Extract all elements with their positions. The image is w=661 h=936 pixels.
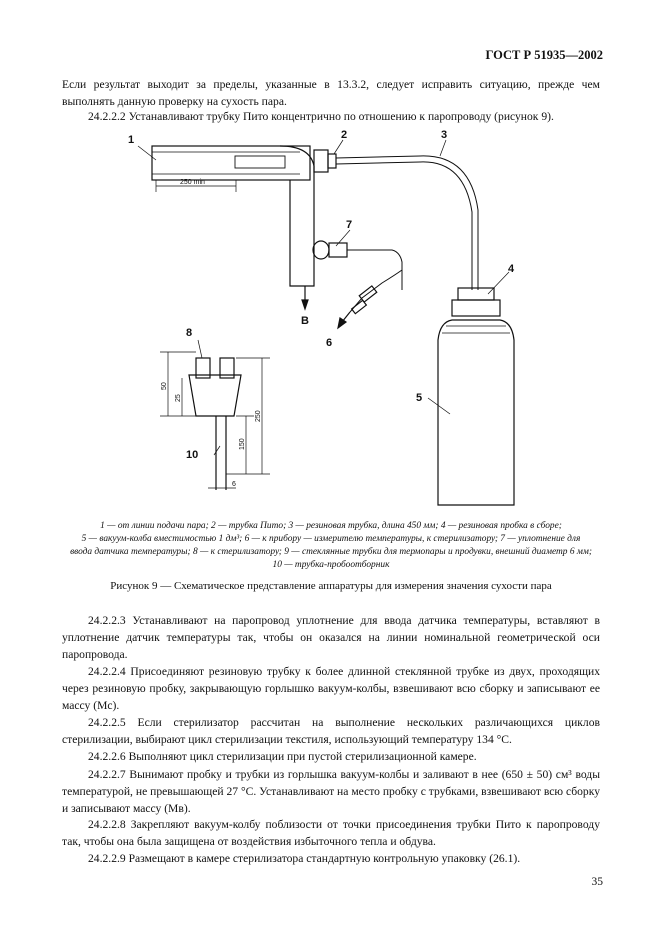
caption-line-2: 5 — вакуум-колба вместимостью 1 дм³; 6 — к прибору — измерителю температуры, к стерилизатору; 7 — уплотнение для (81, 534, 581, 544)
figure-title: Рисунок 9 — Схематическое представление аппаратуры для измерения значения сухости пара (110, 580, 552, 592)
paragraph-24-2-2-5: 24.2.2.5 Если стерилизатор рассчитан на выполнение нескольких различающихся циклов стерилизации, выбирают цикл стерилизации текстиля, использующий температуру 134 °С. (62, 716, 600, 746)
rubber-stopper (458, 288, 494, 300)
callout-6: 6 (326, 337, 333, 349)
caption-line-4: 10 — трубка-пробоотборник (272, 560, 390, 570)
arrow-label-b: В (301, 315, 309, 327)
callout-2: 2 (341, 129, 348, 141)
callout-3: 3 (441, 129, 448, 141)
dim-150: 150 (239, 438, 246, 450)
page-number: 35 (591, 876, 603, 888)
callout-1: 1 (128, 134, 135, 146)
dim-250: 250 (255, 410, 262, 422)
paragraph-24-2-2-7: 24.2.2.7 Вынимают пробку и трубки из горлышка вакуум-колбы и заливают в нее (650 ± 50) см³ воды температурой, не превышающей 27 °С. Устанавливают на место пробку с трубками, взвешивают всю сборку и записывают массу (Mв). (62, 768, 600, 815)
caption-line-3: ввода датчика температуры; 8 — к стерилизатору; 9 — стеклянные трубки для термопары и продувки, внешний диаметр 6 мм; (70, 547, 592, 557)
callout-10: 10 (186, 449, 199, 461)
callout-5: 5 (416, 392, 423, 404)
dim-50: 50 (161, 382, 168, 390)
paragraph-24-2-2-4: 24.2.2.4 Присоединяют резиновую трубку к более длинной стеклянной трубке из двух, проходящих через резиновую пробку, закрывающую горлышко вакуум-колбы, взвешивают всю сборку и записывают ее массу (Mс). (62, 665, 600, 712)
intro-paragraph-1: Если результат выходит за пределы, указанные в 13.3.2, следует исправить ситуацию, прежде чем выполнять данную проверку на сухость пара. (62, 78, 600, 108)
callout-7: 7 (346, 219, 353, 231)
paragraph-24-2-2-6: 24.2.2.6 Выполняют цикл стерилизации при пустой стерилизационной камере. (88, 750, 477, 763)
paragraph-24-2-2-9: 24.2.2.9 Размещают в камере стерилизатора стандартную контрольную упаковку (26.1). (88, 852, 521, 865)
paragraph-24-2-2-8: 24.2.2.8 Закрепляют вакуум-колбу поблизости от точки присоединения трубки Пито к паропроводу так, чтобы она была защищена от воздействия избыточного тепла и обдува. (62, 818, 600, 848)
dim-25: 25 (175, 394, 182, 402)
figure-caption (62, 520, 600, 572)
dim-250-min: 250 min (180, 179, 205, 186)
paragraph-24-2-2-3: 24.2.2.3 Устанавливают на паропровод уплотнение для ввода датчика температуры, вставляют в уплотнение датчик температуры так, чтобы он оказался на линии номинальной геометрической оси паропровода. (62, 614, 600, 661)
caption-line-1: 1 — от линии подачи пара; 2 — трубка Пито; 3 — резиновая трубка, длина 450 мм; 4 — резиновая пробка в сборе; (100, 521, 562, 531)
callout-4: 4 (508, 263, 515, 275)
rubber-tube (336, 156, 478, 290)
callout-8: 8 (186, 327, 193, 339)
temperature-gland (313, 241, 329, 259)
vacuum-flask (438, 320, 514, 505)
pitot-fitting (314, 150, 328, 172)
intro-paragraph-2: 24.2.2.2 Устанавливают трубку Пито концентрично по отношению к паропроводу (рисунок 9). (88, 110, 554, 123)
steam-line-tube (152, 146, 310, 180)
inset-stopper (189, 375, 241, 416)
sensor-probe (352, 300, 367, 313)
page-header: ГОСТ Р 51935—2002 (485, 48, 603, 62)
dim-6: 6 (232, 481, 236, 488)
